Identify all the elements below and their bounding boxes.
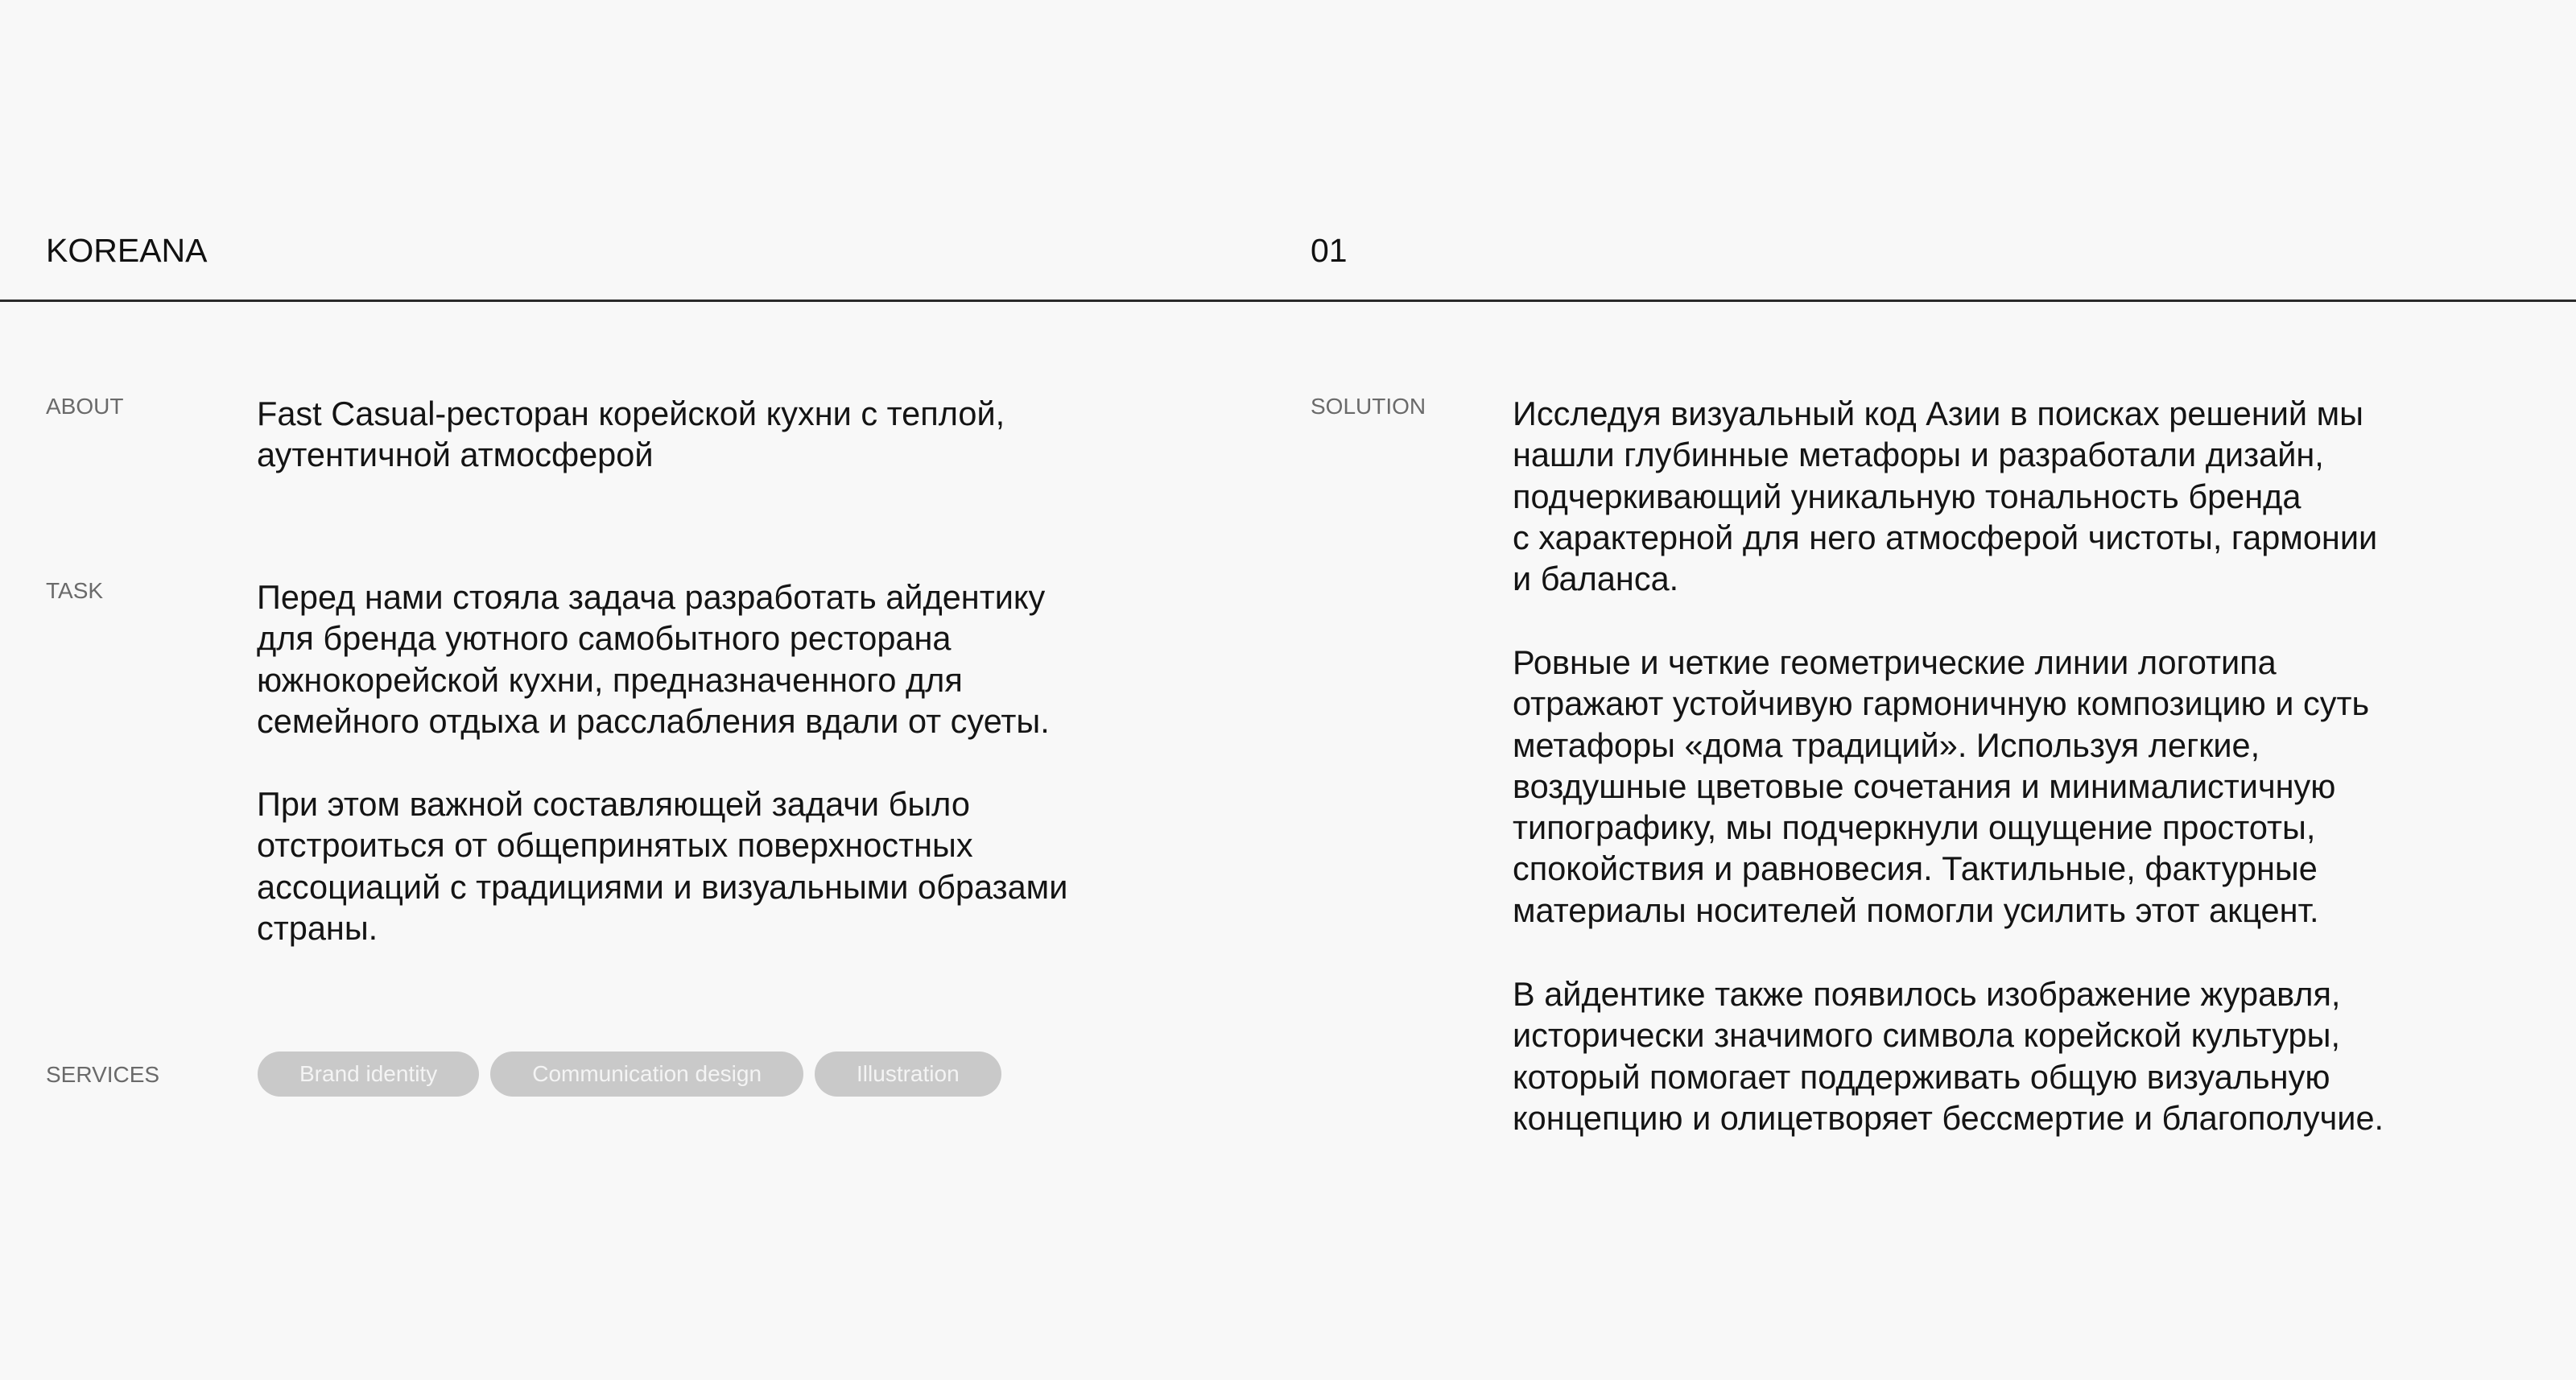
project-number: 01 [1311,232,1348,269]
header-divider [0,300,2576,302]
solution-label: SOLUTION [1311,394,1426,419]
services-tags [258,1052,1001,1097]
solution-paragraph-3: В айдентике также появилось изображение журавля, исторически значимого символа корейской культуры, который помогает поддерживать общую визуальную концепцию и олицетворяет бессмертие и благополучие. [1513,975,2384,1137]
tag-brand-identity[interactable]: Brand identity [258,1052,479,1097]
task-paragraph-1: Перед нами стояла задача разработать айдентику для бренда уютного самобытного ресторана южнокорейской кухни, предназначенного для семейного отдыха и расслабления вдали от суеты. [257,578,1050,740]
about-label: ABOUT [46,394,124,419]
solution-paragraph-2: Ровные и четкие геометрические линии логотипа отражают устойчивую гармоничную композицию и суть метафоры «дома традиций». Используя легкие, воздушные цветовые сочетания и минималистичную типографику, мы подчеркнули ощущение простоты, спокойствия и равновесия. Тактильные, фактурные материалы носителей помогли усилить этот акцент. [1513,643,2370,929]
tag-communication-design[interactable]: Communication design [490,1052,803,1097]
services-label: SERVICES [46,1062,160,1087]
task-label: TASK [46,578,104,603]
tag-illustration[interactable]: Illustration [815,1052,1001,1097]
task-paragraph-2: При этом важной составляющей задачи было отстроиться от общепринятых поверхностных ассоциаций с традициями и визуальными образами страны. [257,785,1068,947]
about-text: Fast Casual-ресторан корейской кухни с теплой, аутентичной атмосферой [257,395,1005,474]
solution-paragraph-1: Исследуя визуальный код Азии в поисках решений мы нашли глубинные метафоры и разработали дизайн, подчеркивающий уникальную тональность бренда с характерной для него атмосферой чистоты, гармонии и баланса. [1513,395,2378,598]
project-title: KOREANA [46,232,208,269]
